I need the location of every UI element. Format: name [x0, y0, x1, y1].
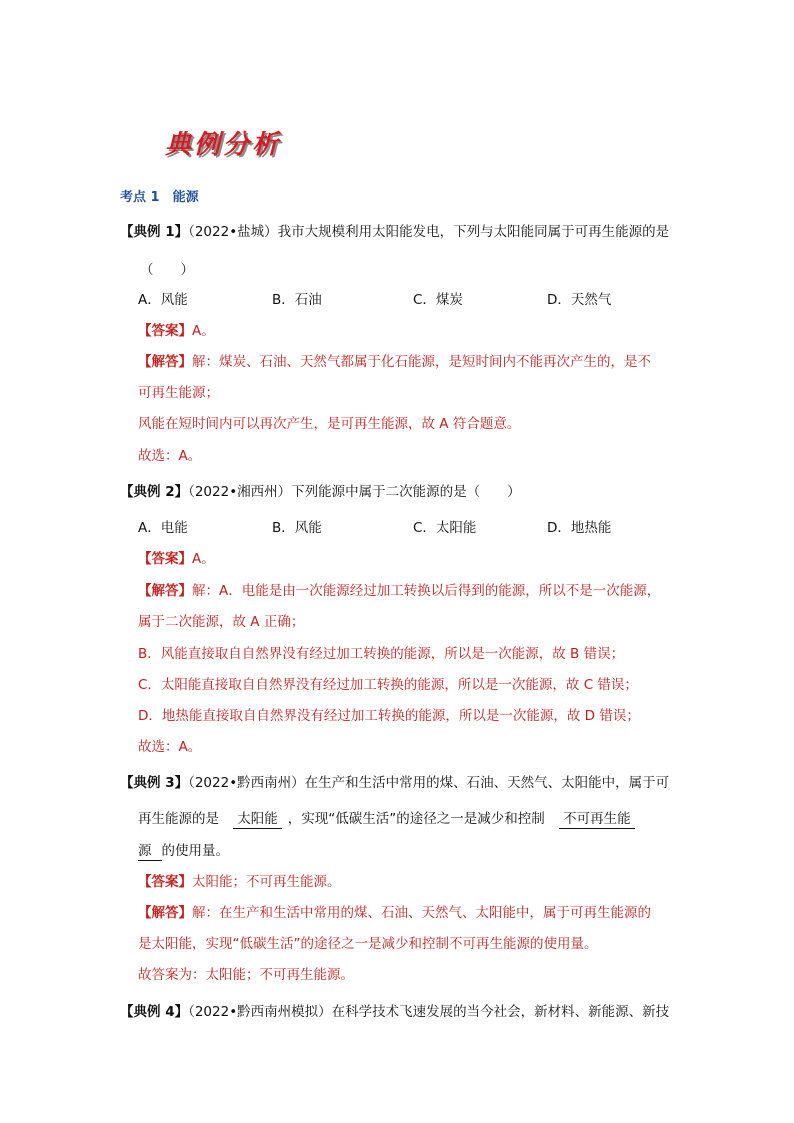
answer-tag: 【答案】 [138, 323, 192, 339]
example-2-question [120, 483, 521, 501]
option-c: C．煤炭 [413, 292, 463, 308]
analysis-line: 是太阳能，实现“低碳生活”的途径之一是减少和控制不可再生能源的使用量。 [138, 936, 598, 952]
example-tag: 【典例 4】 [120, 1004, 189, 1020]
answer-line [138, 322, 215, 340]
example-source: （2022•盐城） [188, 224, 278, 240]
answer-line [138, 550, 215, 568]
analysis-text: 解：A．电能是由一次能源经过加工转换以后得到的能源，所以不是一次能源， [192, 583, 661, 599]
option-d: D．地热能 [547, 520, 612, 536]
option-b: B．石油 [272, 292, 322, 308]
analysis-line [138, 353, 651, 371]
analysis-line: 属于二次能源，故 A 正确； [138, 614, 305, 630]
analysis-text: 解：煤炭、石油、天然气都属于化石能源，是短时间内不能再次产生的，是不 [192, 354, 651, 370]
question-text: 的使用量。 [161, 843, 229, 859]
analysis-text: 解：在生产和生活中常用的煤、石油、天然气、太阳能中，属于可再生能源的 [192, 905, 651, 921]
page-title: 典例分析 [165, 130, 282, 160]
question-line [138, 842, 229, 861]
conclusion-line: 故选：A。 [138, 739, 202, 755]
answer-text: A。 [192, 551, 215, 567]
analysis-line: D．地热能直接取自自然界没有经过加工转换的能源，所以是一次能源，故 D 错误； [138, 708, 640, 724]
fill-blank-2: 不可再生能 [559, 810, 635, 829]
example-4-question [120, 1003, 669, 1021]
analysis-tag: 【解答】 [138, 354, 192, 370]
question-text: 再生能源的是 [138, 811, 219, 827]
option-a: A．风能 [138, 292, 188, 308]
analysis-tag: 【解答】 [138, 905, 192, 921]
option-c: C．太阳能 [413, 520, 477, 536]
example-tag: 【典例 3】 [120, 775, 189, 791]
question-text: ，实现“低碳生活”的途径之一是减少和控制 [287, 811, 545, 827]
option-d: D．天然气 [547, 292, 612, 308]
analysis-line [138, 582, 660, 600]
analysis-line: 风能在短时间内可以再次产生，是可再生能源，故 A 符合题意。 [138, 416, 521, 432]
answer-text: 太阳能；不可再生能源。 [192, 874, 341, 890]
example-tag: 【典例 2】 [120, 484, 189, 500]
question-text: 我市大规模利用太阳能发电，下列与太阳能同属于可再生能源的是 [277, 224, 670, 240]
conclusion-line: 故选：A。 [138, 448, 202, 464]
question-text: 在科学技术飞速发展的当今社会，新材料、新能源、新技 [331, 1004, 670, 1020]
fill-blank-1: 太阳能 [233, 810, 282, 829]
analysis-line: B．风能直接取自自然界没有经过加工转换的能源，所以是一次能源，故 B 错误； [138, 646, 625, 662]
answer-tag: 【答案】 [138, 874, 192, 890]
answer-bracket: （ ） [140, 262, 194, 278]
question-text: 在生产和生活中常用的煤、石油、天然气、太阳能中，属于可 [304, 775, 670, 791]
example-source: （2022•黔西南州） [188, 775, 305, 791]
option-b: B．风能 [272, 520, 322, 536]
analysis-line: C．太阳能直接取自自然界没有经过加工转换的能源，所以是一次能源，故 C 错误； [138, 677, 638, 693]
conclusion-line: 故答案为：太阳能；不可再生能源。 [138, 967, 354, 983]
question-line [138, 810, 635, 829]
answer-line [138, 873, 341, 891]
example-source: （2022•湘西州） [188, 484, 292, 500]
analysis-tag: 【解答】 [138, 583, 192, 599]
option-a: A．电能 [138, 520, 188, 536]
analysis-line: 可再生能源； [138, 385, 219, 401]
analysis-line [138, 904, 651, 922]
answer-tag: 【答案】 [138, 551, 192, 567]
example-1-question [120, 223, 669, 241]
fill-blank-2-cont: 源 [138, 842, 162, 861]
example-3-question [120, 774, 669, 792]
example-source: （2022•黔西南州模拟） [188, 1004, 332, 1020]
answer-text: A。 [192, 323, 215, 339]
section-heading: 考点 1 能源 [120, 190, 199, 205]
question-text: 下列能源中属于二次能源的是（ ） [291, 484, 521, 500]
example-tag: 【典例 1】 [120, 224, 189, 240]
